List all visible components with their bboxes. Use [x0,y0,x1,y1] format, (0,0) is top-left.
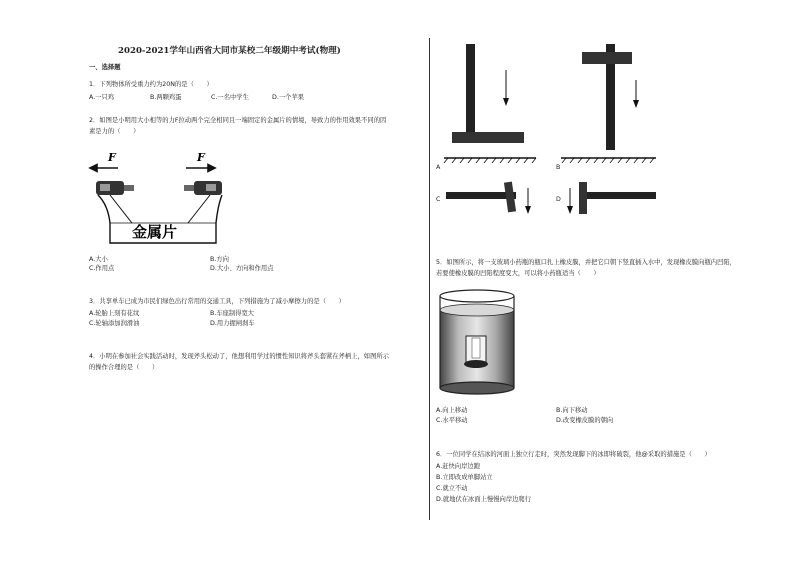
page-title: 2020-2021学年山西省大同市某校二年级期中考试(物理) [118,46,341,56]
q3-option-c: C.轮轴添加润滑油 [89,320,140,327]
q2-stem-line2: 素是力的（ ） [89,128,140,135]
q2-option-b: B.方向 [210,256,229,263]
figure-a [444,44,536,163]
q5-stem-line1: 5．如图所示，将一支玻璃小药瓶的瓶口扎上橡皮膜，并把它口朝下竖直插入水中，发现橡皮膜向瓶内凹陷， [436,259,736,266]
q6-option-b: B.立即改成单脚站立 [436,474,493,481]
column-divider [429,38,430,520]
clip-right [184,181,222,195]
q1-option-c: C.一名中学生 [211,94,249,101]
q3-option-b: B.车座制得宽大 [210,310,255,317]
q3-option-a: A.轮胎上刻有花纹 [89,310,140,317]
q6-option-c: C.就立不动 [436,485,468,492]
axe-handle-figures [436,42,661,220]
force-label-right: F [197,151,205,164]
q1-option-d: D.一个苹果 [272,94,305,101]
section-heading: 一、选择题 [89,64,121,71]
q5-option-c: C.水平移动 [436,417,468,424]
q6-stem: 6．一位同学在结冰的河面上独立行走时，突然发现脚下的冰即将破裂，他@采取的措施是（ ） [436,451,711,458]
clip-left [96,181,134,195]
beaker-figure [436,288,518,398]
metal-sheet-figure [88,145,233,248]
force-label-left: F [108,151,116,164]
metal-sheet-caption: 金属片 [132,223,178,241]
q1-option-a: A.一只鸡 [89,94,115,101]
q1-stem: 1．下列物体所受重力约为20N的是（ ） [89,81,213,88]
q4-stem-line1: 4．小明在参加社会实践活动时，发现斧头松动了，他想利用学过的惯性知识将斧头套紧在斧柄上，如图所示 [89,353,389,360]
q2-option-d: D.大小、方向和作用点 [210,265,274,272]
figure-label-a: A [436,164,441,171]
figure-c [446,182,531,214]
q2-stem-line1: 2．如图是小明用大小相等的力F拉动两个完全相同且一端固定的金属片的情境，导致力的作用效果不同的因 [89,117,387,124]
figure-label-c: C [436,196,441,203]
q6-option-a: A.赶快向岸边跑 [436,463,480,470]
q2-option-a: A.大小 [89,256,108,263]
q4-stem-line2: 的操作合理的是（ ） [89,364,159,371]
figure-b [561,44,656,163]
q5-option-a: A.向上移动 [436,407,468,414]
q1-option-b: B.两颗鸡蛋 [150,94,182,101]
q3-stem: 3．共享单车已成为市民们绿色出行常用的交通工具，下列措施为了减小摩擦力的是（ ） [89,298,345,305]
figure-label-b: B [556,164,561,171]
figure-label-d: D [556,196,561,203]
q5-stem-line2: 若要使橡皮膜的凹陷程度变大，可以将小药瓶适当（ ） [436,270,600,277]
q6-option-d: D.就地伏在冰面上慢慢向岸边爬行 [436,496,532,503]
q2-option-c: C.作用点 [89,265,115,272]
q5-option-b: B.向下移动 [556,407,588,414]
q5-option-d: D.改变橡皮膜的朝向 [556,417,614,424]
figure-d [567,182,656,214]
q3-option-d: D.用力握闸刹车 [210,320,255,327]
